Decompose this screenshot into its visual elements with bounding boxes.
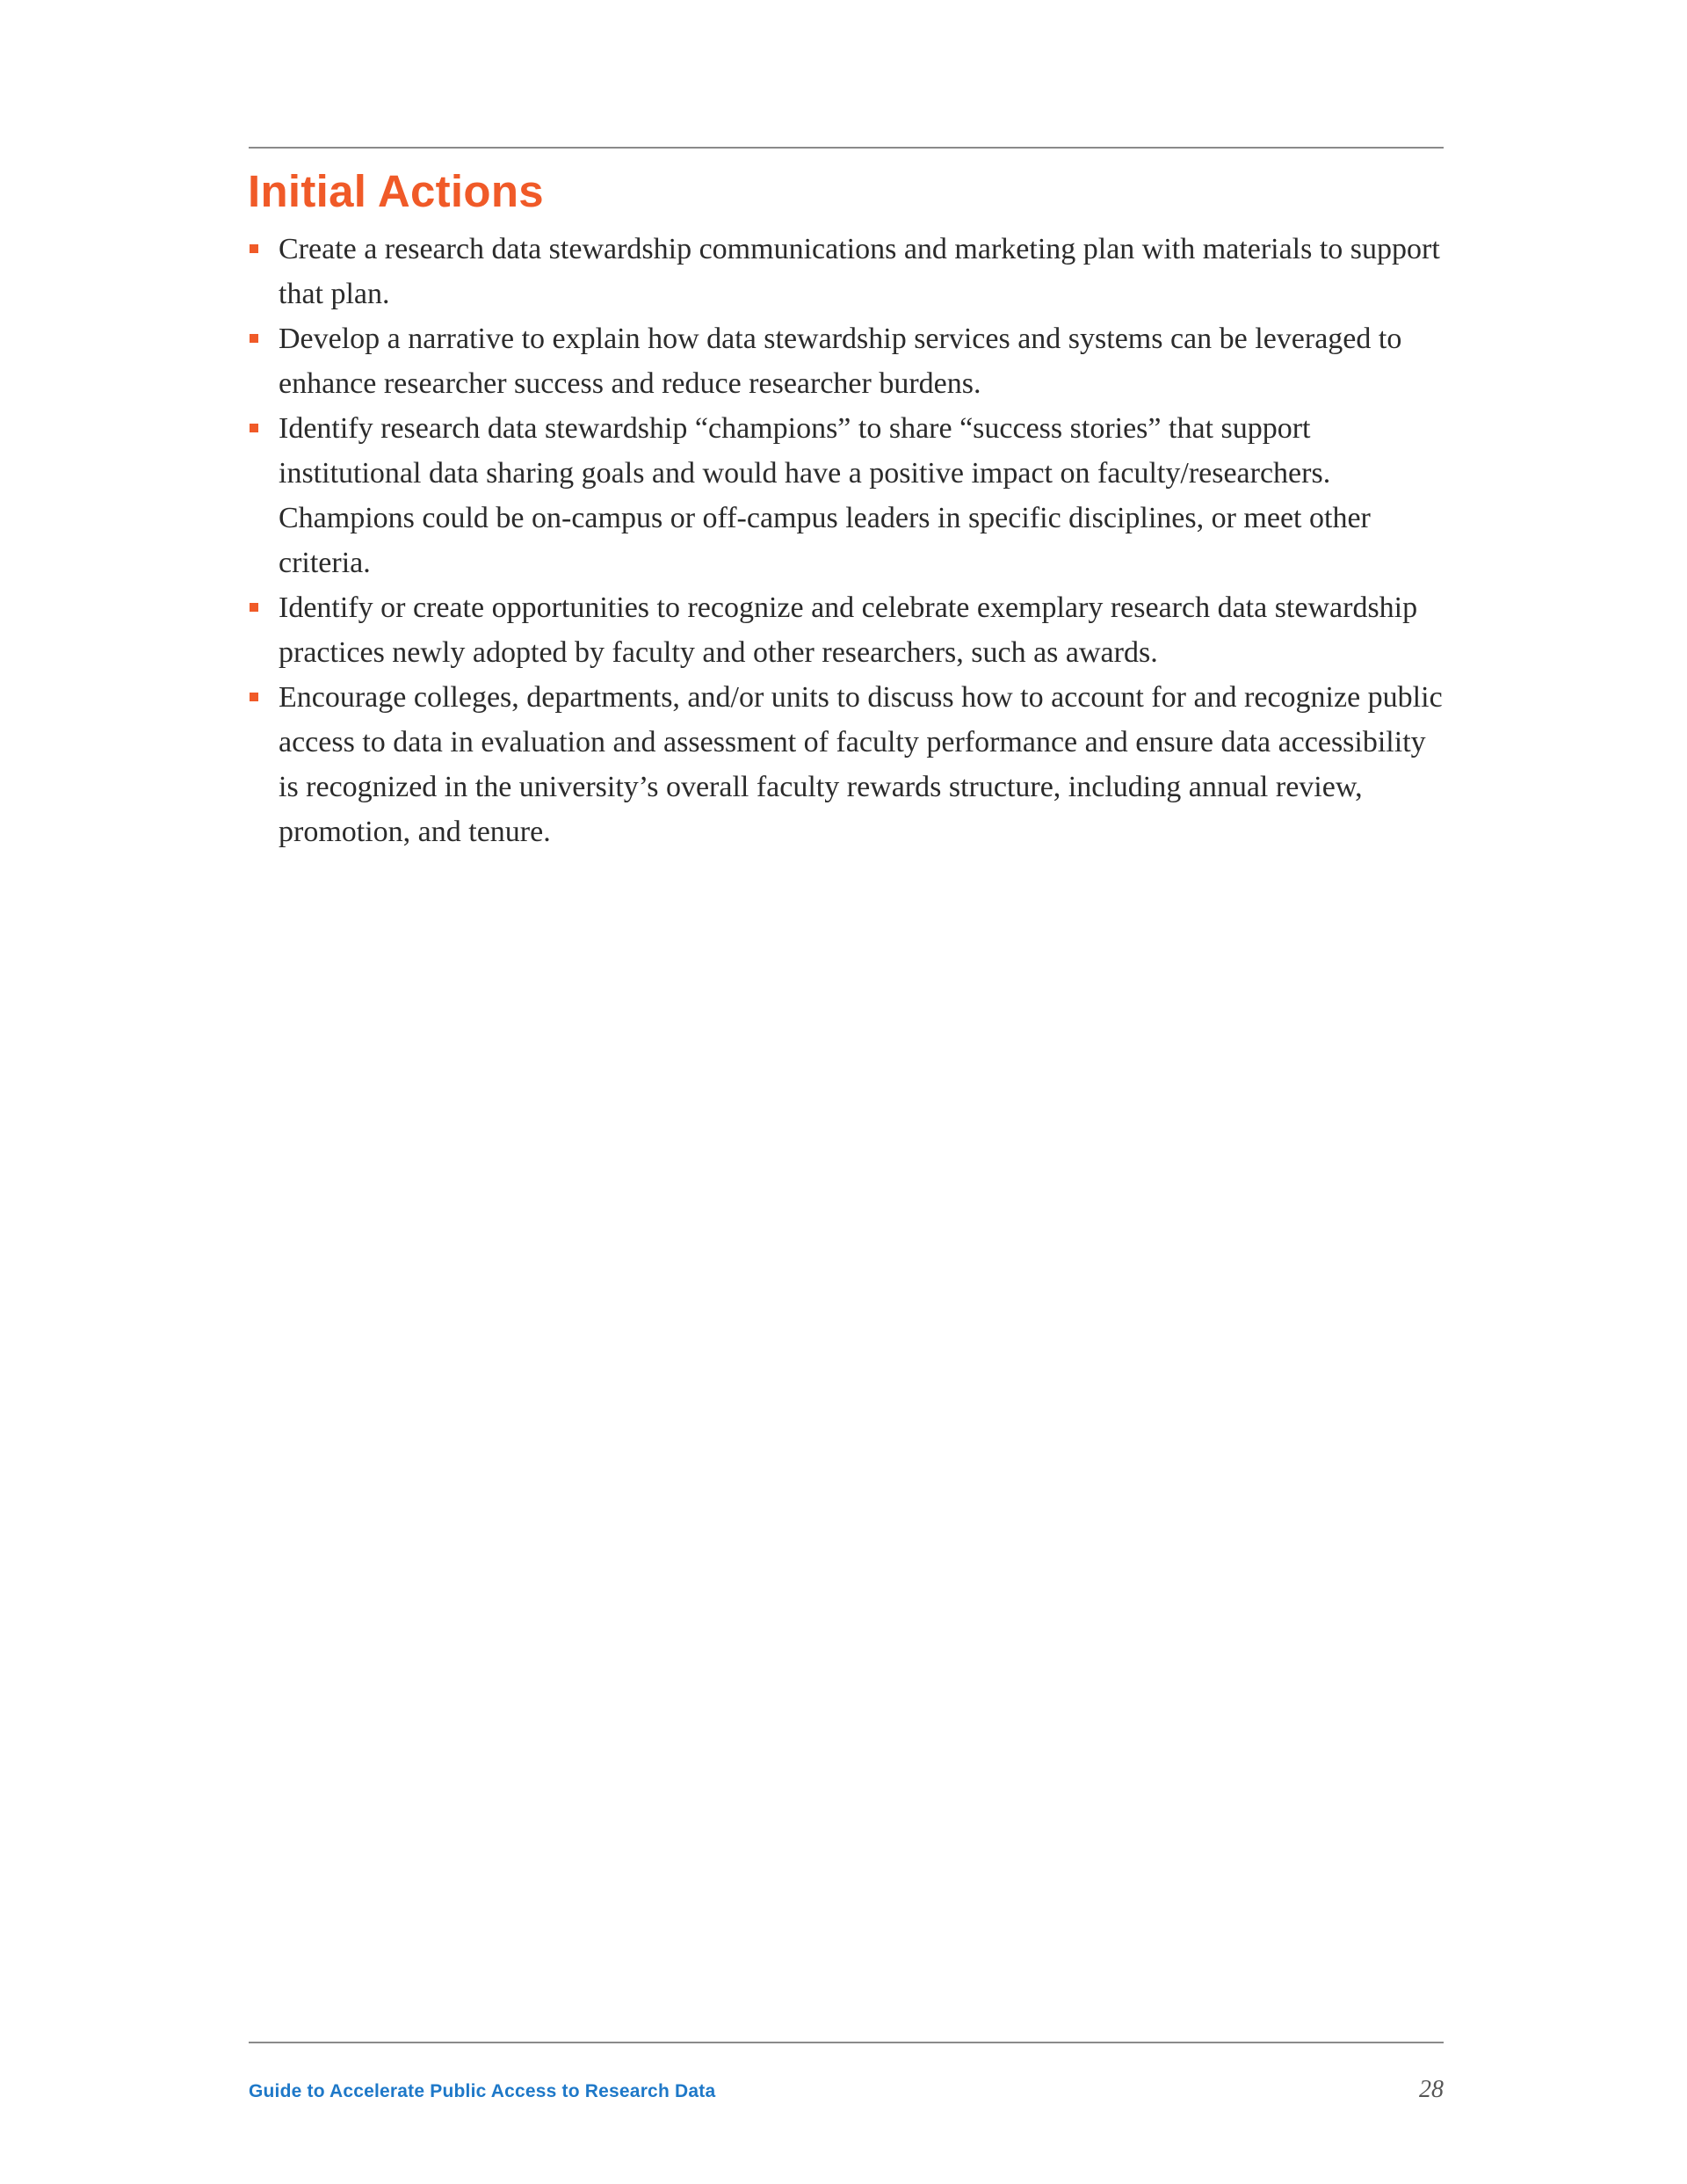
list-item-text: Identify research data stewardship “champions” to share “success stories” that support institutional data sharing goals and would have a positive impact on faculty/researchers. Champions could be on-campus or off-campus leaders in specific disciplines, or meet other criteria.: [279, 412, 1371, 579]
square-bullet-icon: [250, 603, 258, 612]
list-item: [249, 316, 1444, 406]
list-item-text: Identify or create opportunities to recognize and celebrate exemplary research data stewardship practices newly adopted by faculty and other researchers, such as awards.: [279, 591, 1418, 669]
list-item: [249, 227, 1444, 316]
page-number: 28: [1419, 2076, 1444, 2103]
square-bullet-icon: [250, 334, 258, 343]
square-bullet-icon: [250, 424, 258, 432]
footer-divider: [249, 2042, 1444, 2043]
square-bullet-icon: [250, 244, 258, 253]
list-item: [249, 675, 1444, 854]
section-heading: Initial Actions: [248, 166, 544, 216]
square-bullet-icon: [250, 693, 258, 701]
list-item-text: Create a research data stewardship communications and marketing plan with materials to support that plan.: [279, 233, 1440, 310]
list-item-text: Encourage colleges, departments, and/or units to discuss how to account for and recognize public access to data in evaluation and assessment of faculty performance and ensure data accessibility is recognized in the university’s overall faculty rewards structure, including annual review, promotion, and tenure.: [279, 681, 1443, 848]
list-item: [249, 585, 1444, 675]
footer-document-title: Guide to Accelerate Public Access to Research Data: [249, 2081, 716, 2101]
action-list: [249, 227, 1444, 854]
list-item-text: Develop a narrative to explain how data stewardship services and systems can be leveraged to enhance researcher success and reduce researcher burdens.: [279, 323, 1402, 400]
top-divider: [249, 147, 1444, 149]
list-item: [249, 406, 1444, 585]
